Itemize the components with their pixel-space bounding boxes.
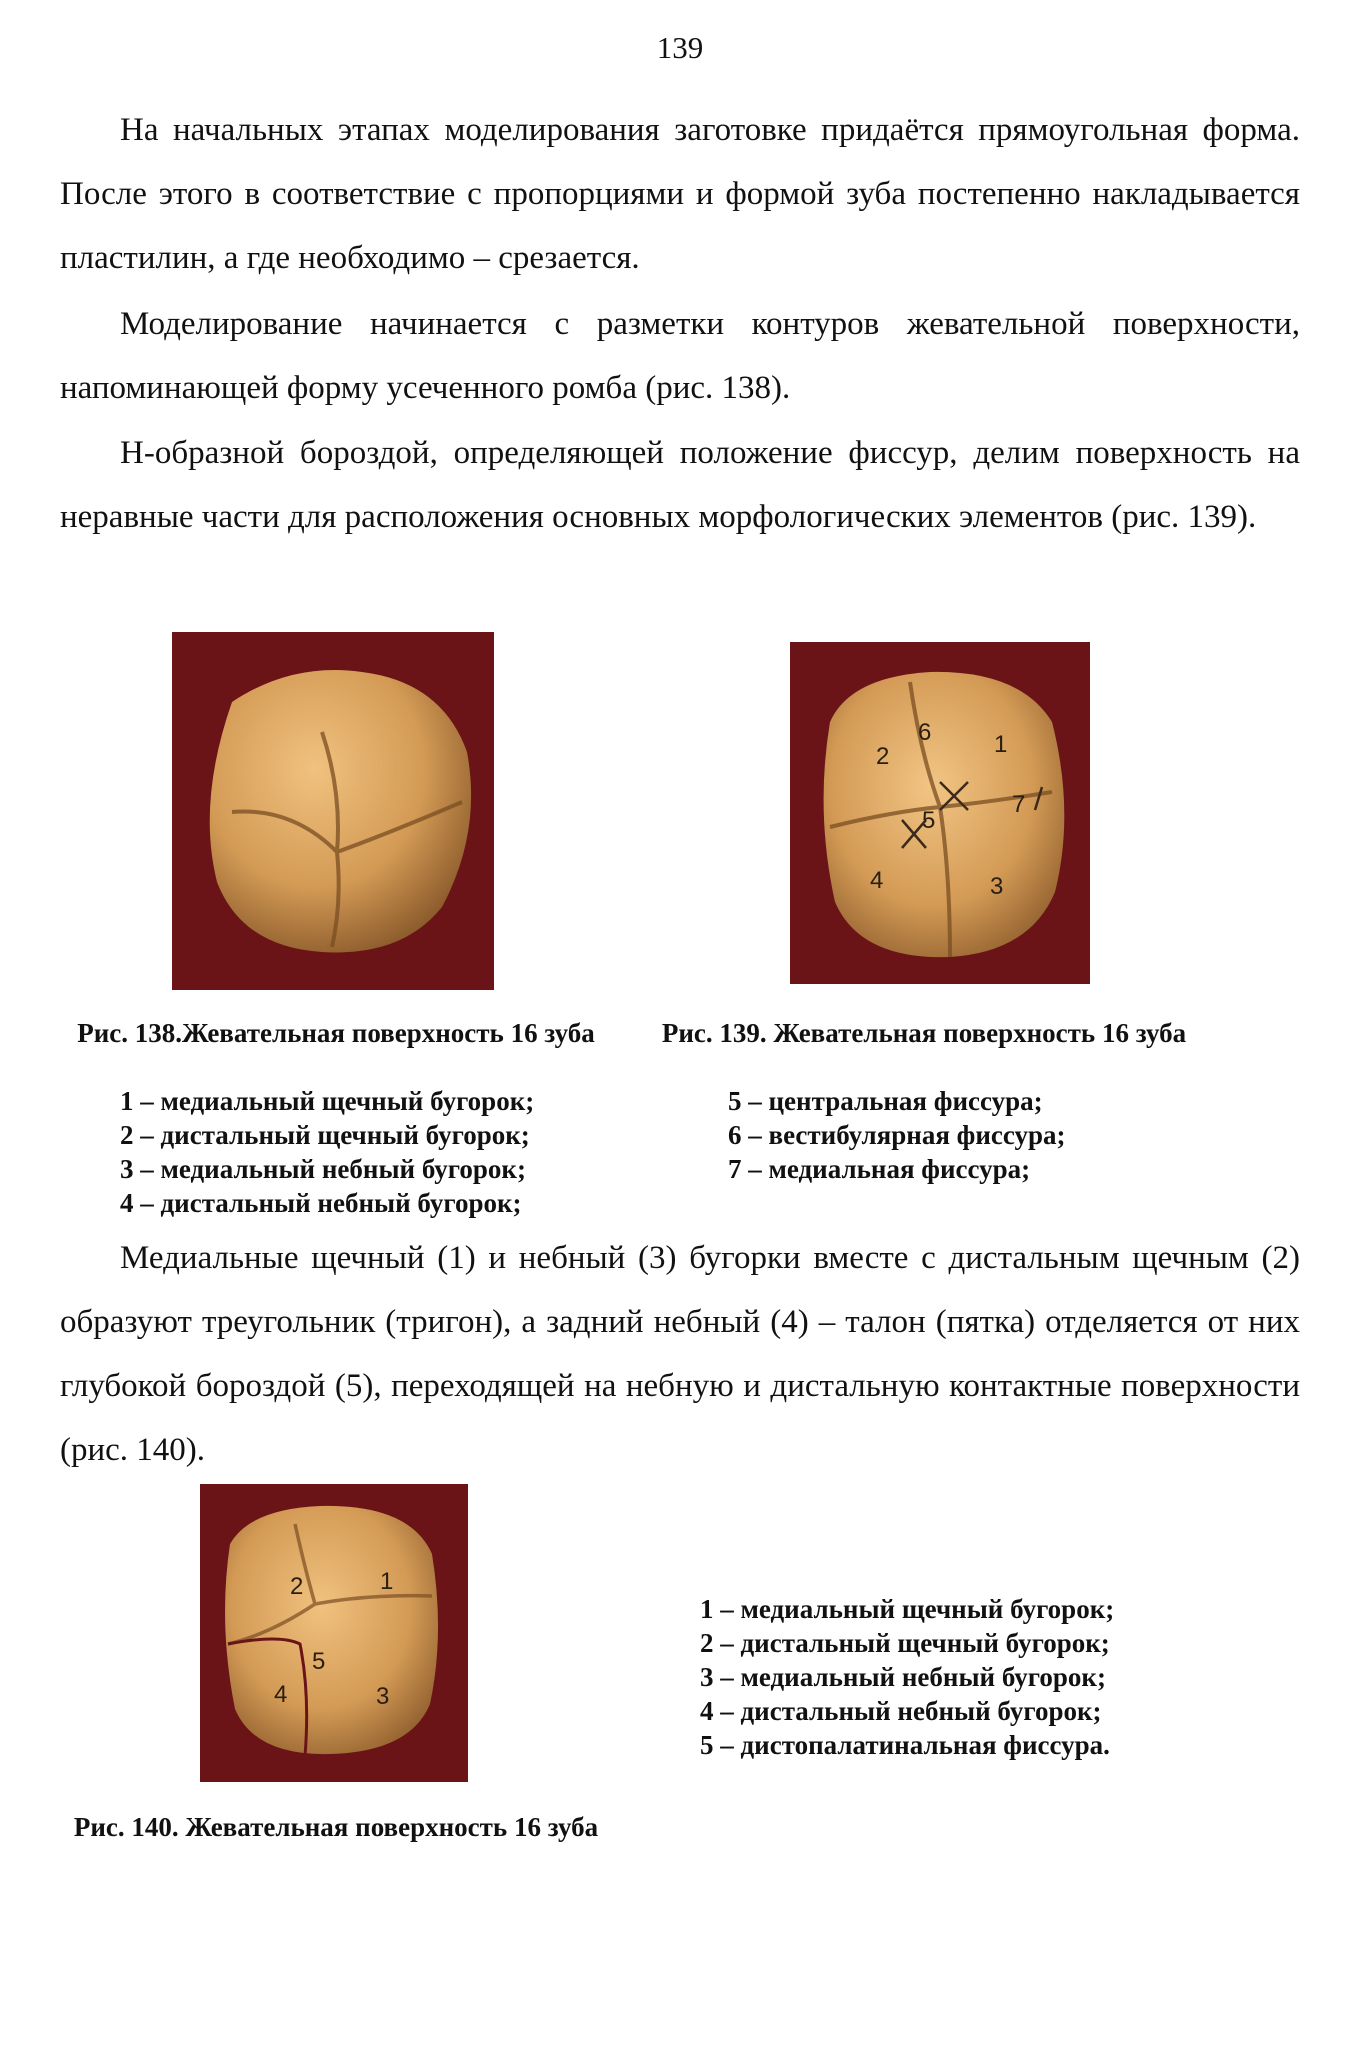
legend-item: 3 – медиальный небный бугорок;	[120, 1154, 526, 1184]
label-4: 4	[274, 1681, 288, 1708]
label-3: 3	[376, 1683, 390, 1710]
page-number: 139	[656, 30, 704, 65]
figure-139-caption: Рис. 139. Жевательная поверхность 16 зуба	[661, 1018, 1187, 1048]
label-2: 2	[290, 1573, 304, 1600]
figure-140-legend	[700, 1592, 1114, 1762]
figure-140-photo	[200, 1484, 468, 1782]
label-1: 1	[380, 1568, 394, 1595]
figure-138-photo	[172, 632, 494, 990]
figure-138-legend	[120, 1084, 534, 1220]
tooth-occlusal-image	[200, 1484, 468, 1782]
paragraph-1: На начальных этапах моделирования заготовке придаётся прямоугольная форма. После этого в соответствие с пропорциями и формой зуба постепенно накладывается пластилин, а где необходимо – срезается.	[60, 112, 1300, 276]
figure-138-caption: Рис. 138.Жевательная поверхность 16 зуба	[77, 1018, 595, 1048]
legend-item: 2 – дистальный щечный бугорок;	[700, 1628, 1110, 1658]
label-4: 4	[870, 867, 884, 894]
label-5: 5	[312, 1648, 326, 1675]
tooth-occlusal-image	[172, 632, 494, 990]
label-6: 6	[918, 719, 932, 746]
tooth-occlusal-image	[790, 642, 1090, 984]
legend-item: 5 – центральная фиссура;	[728, 1086, 1043, 1116]
legend-item: 6 – вестибулярная фиссура;	[728, 1120, 1066, 1150]
legend-item: 5 – дистопалатинальная фиссура.	[700, 1730, 1110, 1760]
paragraph-4: Медиальные щечный (1) и небный (3) бугорки вместе с дистальным щечным (2) образуют треугольник (тригон), а задний небный (4) – талон (пятка) отделяется от них глубокой бороздой (5), переходящей на небную и дистальную контактные поверхности (рис. 140).	[60, 1240, 1300, 1468]
legend-item: 3 – медиальный небный бугорок;	[700, 1662, 1106, 1692]
legend-item: 2 – дистальный щечный бугорок;	[120, 1120, 530, 1150]
figure-139-photo	[790, 642, 1090, 984]
legend-item: 1 – медиальный щечный бугорок;	[700, 1594, 1115, 1624]
label-7: 7	[1012, 791, 1026, 818]
legend-item: 4 – дистальный небный бугорок;	[120, 1188, 522, 1218]
label-2: 2	[876, 743, 890, 770]
paragraph-3: Н-образной бороздой, определяющей положение фиссур, делим поверхность на неравные части для расположения основных морфологических элементов (рис. 139).	[60, 435, 1300, 535]
paragraph-2: Моделирование начинается с разметки контуров жевательной поверхности, напоминающей форму усеченного ромба (рис. 138).	[60, 306, 1300, 406]
figure-139-legend	[728, 1084, 1066, 1186]
legend-item: 7 – медиальная фиссура;	[728, 1154, 1031, 1184]
legend-item: 1 – медиальный щечный бугорок;	[120, 1086, 535, 1116]
label-1: 1	[994, 731, 1008, 758]
label-5: 5	[922, 807, 936, 834]
figure-140-caption: Рис. 140. Жевательная поверхность 16 зуба	[73, 1812, 599, 1842]
label-3: 3	[990, 873, 1004, 900]
legend-item: 4 – дистальный небный бугорок;	[700, 1696, 1102, 1726]
